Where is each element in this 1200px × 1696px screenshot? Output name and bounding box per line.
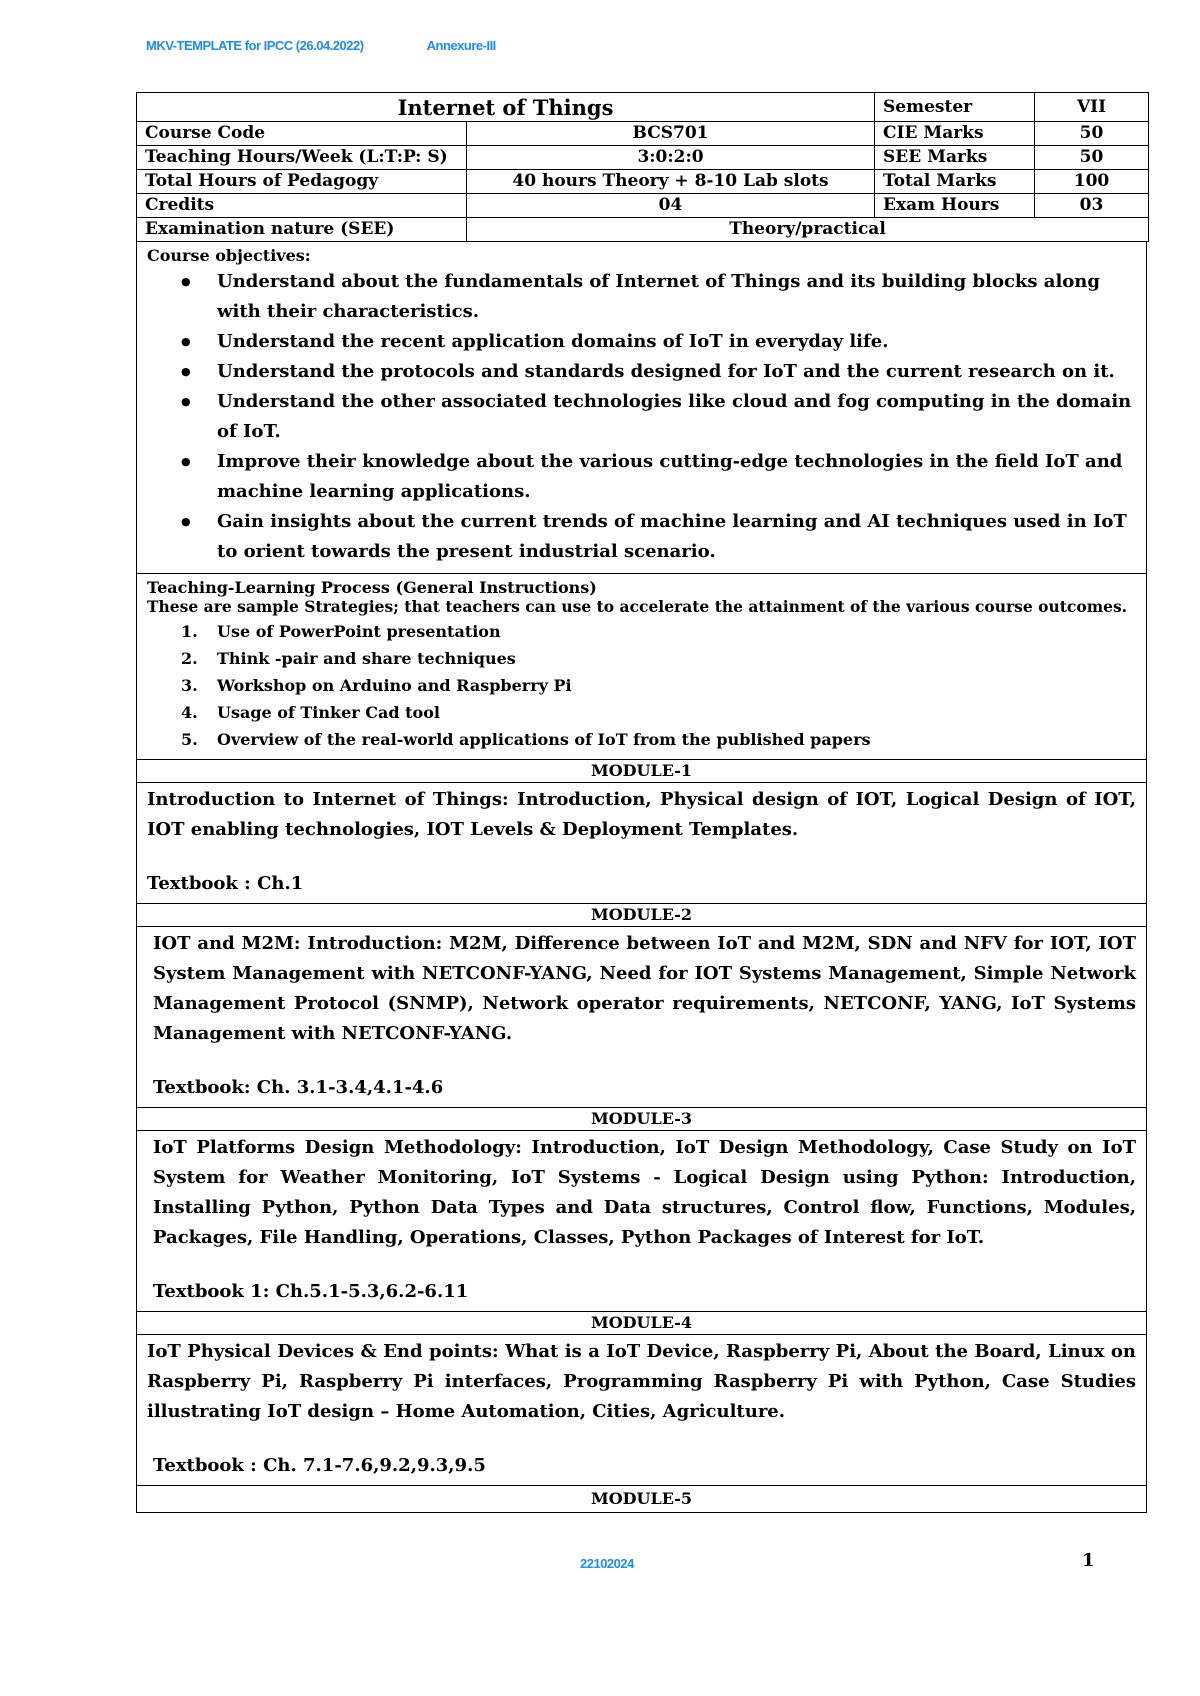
pedagogy-label: Total Hours of Pedagogy (137, 170, 467, 194)
credits-value: 04 (467, 194, 875, 218)
list-item: ● Understand the recent application domains of IoT in everyday life. (217, 327, 1136, 357)
cie-value: 50 (1035, 122, 1149, 146)
list-item: 3. Workshop on Arduino and Raspberry Pi (181, 676, 572, 695)
list-item: 5. Overview of the real-world applications of IoT from the published papers (181, 730, 871, 749)
module-4-heading: MODULE-4 (137, 1311, 1146, 1334)
list-item: 2. Think -pair and share techniques (181, 649, 516, 668)
table-row (137, 122, 1149, 146)
page-header (146, 38, 496, 53)
course-objectives (137, 242, 1146, 573)
list-item: ● Understand the other associated technologies like cloud and fog computing in the domain of IoT. (217, 387, 1136, 447)
teaching-heading: Teaching-Learning Process (General Instructions) (147, 578, 597, 597)
table-row (137, 170, 1149, 194)
see-label: SEE Marks (875, 146, 1035, 170)
list-item: 4. Usage of Tinker Cad tool (181, 703, 440, 722)
module-3-body (137, 1130, 1146, 1311)
module-1-content: Introduction to Internet of Things: Introduction, Physical design of IOT, Logical Design of IOT, IOT enabling technologies, IOT Levels & Deployment Templates. (147, 789, 1136, 840)
module-3-heading: MODULE-3 (137, 1107, 1146, 1130)
module-2-textbook: Textbook: Ch. 3.1-3.4,4.1-4.6 (153, 1077, 444, 1098)
module-5-heading: MODULE-5 (137, 1485, 1146, 1512)
credits-label: Credits (137, 194, 467, 218)
course-info-table (136, 92, 1149, 242)
syllabus-document (136, 92, 1148, 1513)
course-code-label: Course Code (137, 122, 467, 146)
teaching-hours-value: 3:0:2:0 (467, 146, 875, 170)
see-value: 50 (1035, 146, 1149, 170)
list-item: ● Understand the protocols and standards designed for IoT and the current research on it. (217, 357, 1136, 387)
exam-nature-value: Theory/practical (467, 218, 1149, 242)
total-marks-label: Total Marks (875, 170, 1035, 194)
module-3-content: IoT Platforms Design Methodology: Introduction, IoT Design Methodology, Case Study on IoT System for Weather Monitoring, IoT Systems - Logical Design using Python: Introduction, Installing Python, Python Data Types and Data structures, Control flow, Functions, Modules, Packages, File Handling, Operations, Classes, Python Packages of Interest for IoT. (153, 1137, 1136, 1248)
module-4-textbook: Textbook : Ch. 7.1-7.6,9.2,9.3,9.5 (153, 1455, 486, 1476)
pedagogy-value: 40 hours Theory + 8-10 Lab slots (467, 170, 875, 194)
cie-label: CIE Marks (875, 122, 1035, 146)
footer-date: 22102024 (580, 1556, 634, 1571)
teaching-learning-process (137, 573, 1146, 759)
exam-hours-value: 03 (1035, 194, 1149, 218)
annexure-label: Annexure-III (426, 38, 496, 53)
list-item: ● Improve their knowledge about the various cutting-edge technologies in the field IoT and machine learning applications. (217, 447, 1136, 507)
module-1-textbook: Textbook : Ch.1 (147, 873, 304, 894)
module-2-heading: MODULE-2 (137, 903, 1146, 926)
module-4-body (137, 1334, 1146, 1485)
module-3-textbook: Textbook 1: Ch.5.1-5.3,6.2-6.11 (153, 1281, 469, 1302)
module-1-body (137, 782, 1146, 903)
table-row (137, 194, 1149, 218)
objectives-heading: Course objectives: (147, 246, 311, 265)
table-row (137, 93, 1149, 122)
list-item: 1. Use of PowerPoint presentation (181, 622, 501, 641)
module-4-content: IoT Physical Devices & End points: What is a IoT Device, Raspberry Pi, About the Board, Linux on Raspberry Pi, Raspberry Pi interfaces, Programming Raspberry Pi with Python, Case Studies illustrating IoT design – Home Automation, Cities, Agriculture. (147, 1341, 1136, 1422)
module-1-heading: MODULE-1 (137, 759, 1146, 782)
list-item: ● Understand about the fundamentals of Internet of Things and its building blocks along with their characteristics. (217, 267, 1136, 327)
teaching-intro: These are sample Strategies; that teachers can use to accelerate the attainment of the various course outcomes. (147, 597, 1128, 616)
objectives-list (147, 267, 1136, 567)
exam-nature-label: Examination nature (SEE) (137, 218, 467, 242)
total-marks-value: 100 (1035, 170, 1149, 194)
table-row (137, 146, 1149, 170)
course-code-value: BCS701 (467, 122, 875, 146)
page-number: 1 (1082, 1550, 1095, 1571)
table-row (137, 218, 1149, 242)
template-label: MKV-TEMPLATE for IPCC (26.04.2022) (146, 38, 364, 53)
course-title: Internet of Things (137, 93, 875, 122)
syllabus-body (136, 242, 1147, 1513)
semester-value: VII (1035, 93, 1149, 122)
module-2-content: IOT and M2M: Introduction: M2M, Difference between IoT and M2M, SDN and NFV for IOT, IOT System Management with NETCONF-YANG, Need for IOT Systems Management, Simple Network Management Protocol (SNMP), Network operator requirements, NETCONF, YANG, IoT Systems Management with NETCONF-YANG. (153, 933, 1136, 1044)
list-item: ● Gain insights about the current trends of machine learning and AI techniques used in IoT to orient towards the present industrial scenario. (217, 507, 1136, 567)
module-2-body (137, 926, 1146, 1107)
teaching-list (147, 618, 1136, 753)
teaching-hours-label: Teaching Hours/Week (L:T:P: S) (137, 146, 467, 170)
exam-hours-label: Exam Hours (875, 194, 1035, 218)
semester-label: Semester (875, 93, 1035, 122)
